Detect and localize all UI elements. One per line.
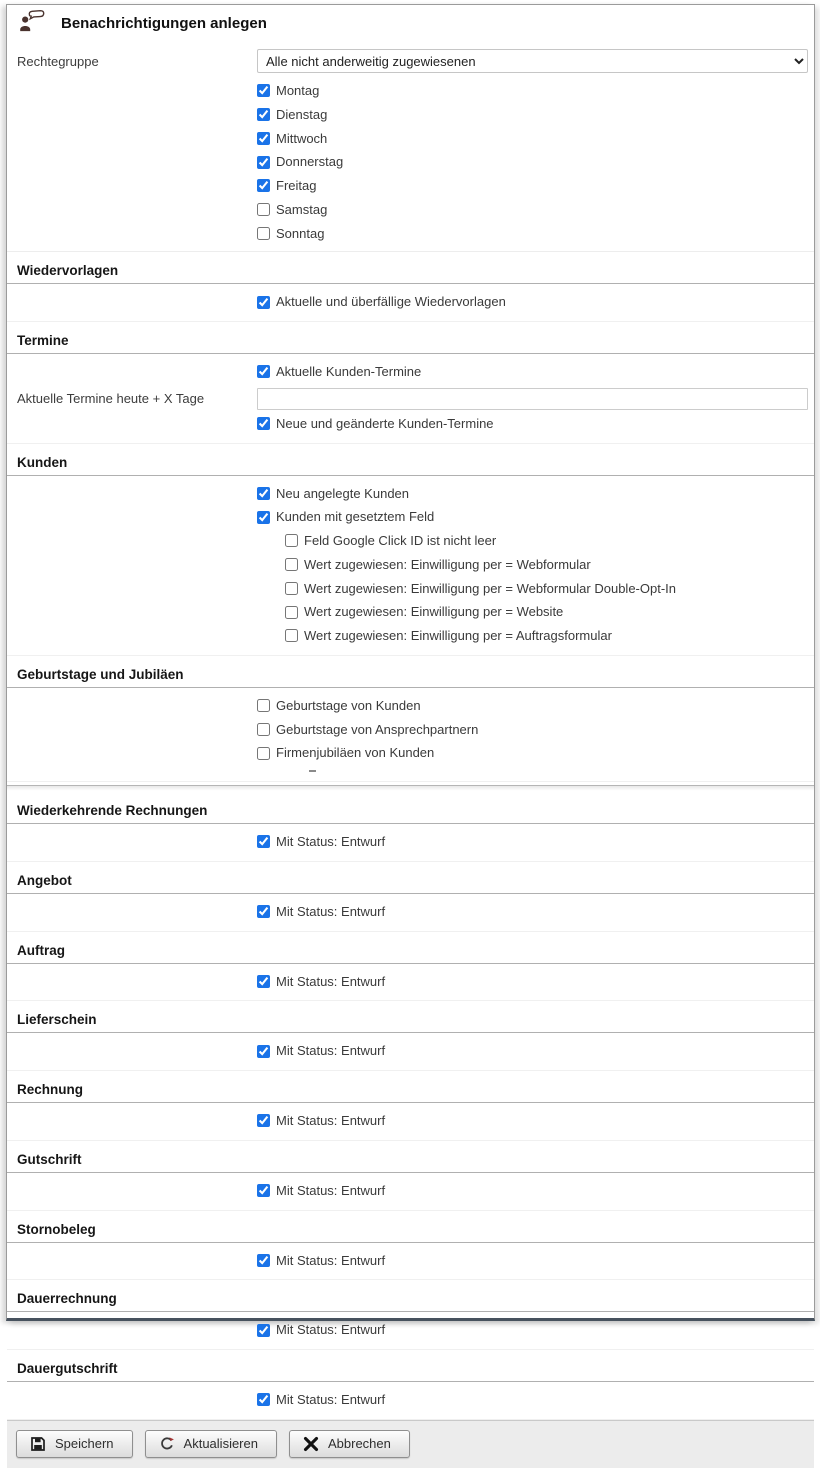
section-title: Wiedervorlagen bbox=[7, 261, 814, 284]
weekday-row bbox=[257, 80, 808, 104]
option-checkbox-label[interactable] bbox=[285, 578, 676, 600]
option-checkbox[interactable] bbox=[257, 905, 270, 918]
section-rechnung bbox=[7, 1080, 814, 1141]
termine-days-label: Aktuelle Termine heute + X Tage bbox=[17, 391, 205, 407]
option-row bbox=[257, 831, 808, 855]
option-checkbox-label[interactable] bbox=[257, 742, 434, 764]
section-angebot bbox=[7, 871, 814, 932]
option-checkbox-text: Aktuelle und überfällige Wiedervorlagen bbox=[276, 294, 506, 310]
speichern-button[interactable] bbox=[16, 1430, 133, 1458]
weekday-row bbox=[257, 151, 808, 175]
refresh-icon bbox=[159, 1436, 175, 1452]
section-title: Lieferschein bbox=[7, 1010, 814, 1033]
section-rows bbox=[7, 688, 814, 782]
rechtegruppe-row bbox=[7, 49, 814, 73]
option-checkbox-text: Mit Status: Entwurf bbox=[276, 903, 386, 919]
section-rows bbox=[7, 476, 814, 656]
option-checkbox-label[interactable] bbox=[257, 1180, 385, 1202]
option-row bbox=[257, 291, 808, 315]
weekday-checkbox-label[interactable] bbox=[257, 104, 327, 126]
option-row bbox=[285, 601, 808, 625]
option-row bbox=[257, 695, 808, 719]
sections bbox=[7, 261, 814, 1420]
option-checkbox-label[interactable] bbox=[257, 901, 385, 923]
section-gutschrift bbox=[7, 1150, 814, 1211]
option-checkbox[interactable] bbox=[257, 723, 270, 736]
option-checkbox[interactable] bbox=[257, 365, 270, 378]
option-row bbox=[257, 1040, 808, 1064]
option-checkbox[interactable] bbox=[257, 511, 270, 524]
option-checkbox[interactable] bbox=[285, 534, 298, 547]
weekday-checkbox[interactable] bbox=[257, 227, 270, 240]
option-row bbox=[285, 554, 808, 578]
section-rows bbox=[7, 354, 814, 444]
option-checkbox-label[interactable] bbox=[257, 1250, 385, 1272]
section-geburtstage-und-jubil-en bbox=[7, 665, 814, 782]
option-checkbox[interactable] bbox=[257, 1045, 270, 1058]
weekday-checkbox[interactable] bbox=[257, 132, 270, 145]
abbrechen-button[interactable] bbox=[289, 1430, 410, 1458]
option-checkbox-text: Mit Status: Entwurf bbox=[276, 1252, 386, 1268]
option-checkbox-text: Mit Status: Entwurf bbox=[276, 1182, 386, 1198]
option-row bbox=[257, 1389, 808, 1413]
section-title: Dauergutschrift bbox=[7, 1359, 814, 1382]
option-checkbox-label[interactable] bbox=[257, 361, 421, 383]
weekday-checkbox-label[interactable] bbox=[257, 175, 316, 197]
option-checkbox-label[interactable] bbox=[257, 1389, 385, 1411]
titlebar bbox=[7, 5, 814, 41]
weekday-checkbox[interactable] bbox=[257, 84, 270, 97]
section-rows bbox=[7, 1033, 814, 1071]
section-stornobeleg bbox=[7, 1220, 814, 1281]
option-checkbox-text: Neu angelegte Kunden bbox=[276, 485, 410, 501]
option-checkbox[interactable] bbox=[285, 558, 298, 571]
weekday-checkbox-text: Mittwoch bbox=[276, 130, 328, 146]
section-title: Auftrag bbox=[7, 941, 814, 964]
section-wiederkehrende-rechnungen bbox=[7, 801, 814, 862]
section-lieferschein bbox=[7, 1010, 814, 1071]
option-checkbox-label[interactable] bbox=[257, 1319, 385, 1341]
section-rows bbox=[7, 1312, 814, 1350]
weekday-checkbox[interactable] bbox=[257, 108, 270, 121]
notification-dialog bbox=[6, 4, 815, 1452]
option-checkbox-label[interactable] bbox=[257, 719, 478, 741]
weekday-row bbox=[257, 128, 808, 152]
weekday-row bbox=[257, 175, 808, 199]
section-title: Gutschrift bbox=[7, 1150, 814, 1173]
weekday-checkbox-text: Sonntag bbox=[276, 225, 325, 241]
button-label: Aktualisieren bbox=[183, 1436, 258, 1452]
weekday-checkbox-text: Montag bbox=[276, 83, 320, 98]
option-checkbox-label[interactable] bbox=[285, 530, 496, 552]
section-rows bbox=[7, 1382, 814, 1420]
section-auftrag bbox=[7, 941, 814, 1002]
section-rows bbox=[7, 1103, 814, 1141]
termine-days-input[interactable] bbox=[257, 388, 808, 410]
option-checkbox-text: Mit Status: Entwurf bbox=[276, 973, 386, 989]
option-row bbox=[257, 1250, 808, 1274]
aktualisieren-button[interactable] bbox=[145, 1430, 277, 1458]
option-checkbox-label[interactable] bbox=[257, 1110, 385, 1132]
option-checkbox[interactable] bbox=[257, 1184, 270, 1197]
section-title: Wiederkehrende Rechnungen bbox=[7, 801, 814, 824]
option-row bbox=[257, 1319, 808, 1343]
option-row bbox=[257, 719, 808, 743]
weekday-checkbox-text: Freitag bbox=[276, 178, 317, 193]
option-checkbox[interactable] bbox=[257, 417, 270, 430]
option-checkbox-text: Wert zugewiesen: Einwilligung per = Website bbox=[304, 604, 564, 620]
option-checkbox[interactable] bbox=[257, 747, 270, 760]
section-wiedervorlagen bbox=[7, 261, 814, 322]
option-checkbox-text: Mit Status: Entwurf bbox=[276, 1322, 386, 1338]
footer-buttons bbox=[16, 1430, 410, 1458]
weekday-row bbox=[257, 223, 808, 247]
option-checkbox-text: Wert zugewiesen: Einwilligung per = Webformular Double-Opt-In bbox=[304, 580, 676, 596]
section-dauergutschrift bbox=[7, 1359, 814, 1420]
section-title: Dauerrechnung bbox=[7, 1289, 814, 1312]
button-label: Speichern bbox=[55, 1436, 114, 1452]
option-checkbox[interactable] bbox=[285, 606, 298, 619]
section-rows bbox=[7, 824, 814, 862]
option-checkbox[interactable] bbox=[285, 629, 298, 642]
notification-person-icon bbox=[19, 10, 45, 37]
section-title: Geburtstage und Jubiläen bbox=[7, 665, 814, 688]
option-checkbox-text: Feld Google Click ID ist nicht leer bbox=[304, 533, 497, 548]
weekday-checkbox-label[interactable] bbox=[257, 223, 324, 245]
option-checkbox-text: Firmenjubiläen von Kunden bbox=[276, 745, 435, 761]
section-title: Stornobeleg bbox=[7, 1220, 814, 1243]
option-row bbox=[257, 413, 808, 437]
section-rows bbox=[7, 964, 814, 1002]
section-title: Angebot bbox=[7, 871, 814, 894]
weekday-checkbox-text: Samstag bbox=[276, 201, 328, 217]
weekday-checkbox-label[interactable] bbox=[257, 151, 343, 173]
footer-toolbar bbox=[7, 1420, 814, 1468]
termine-days-row bbox=[17, 388, 808, 410]
option-checkbox[interactable] bbox=[257, 835, 270, 848]
option-checkbox-label[interactable] bbox=[257, 291, 506, 313]
option-checkbox-label[interactable] bbox=[257, 506, 434, 528]
save-icon bbox=[30, 1436, 46, 1452]
weekday-checkbox-label[interactable] bbox=[257, 80, 319, 102]
section-rows bbox=[7, 1243, 814, 1281]
option-checkbox-text: Wert zugewiesen: Einwilligung per = Auftragsformular bbox=[304, 628, 612, 643]
option-checkbox[interactable] bbox=[257, 1114, 270, 1127]
option-checkbox-text: Kunden mit gesetztem Feld bbox=[276, 509, 435, 525]
section-title: Kunden bbox=[7, 453, 814, 476]
option-checkbox-label[interactable] bbox=[285, 601, 563, 623]
weekday-row bbox=[257, 104, 808, 128]
option-checkbox-label[interactable] bbox=[285, 625, 612, 647]
weekday-checkbox-label[interactable] bbox=[257, 128, 327, 150]
cut-off-row-fragment bbox=[17, 766, 808, 775]
weekday-checkbox[interactable] bbox=[257, 156, 270, 169]
option-checkbox-text: Geburtstage von Kunden bbox=[276, 697, 421, 713]
option-row bbox=[257, 971, 808, 995]
section-title: Rechnung bbox=[7, 1080, 814, 1103]
option-row bbox=[257, 901, 808, 925]
section-rows bbox=[7, 284, 814, 322]
option-checkbox-label[interactable] bbox=[257, 413, 494, 435]
option-checkbox[interactable] bbox=[257, 1254, 270, 1267]
section-kunden bbox=[7, 453, 814, 656]
form-content bbox=[7, 42, 814, 1420]
option-checkbox-text: Mit Status: Entwurf bbox=[276, 1043, 386, 1059]
option-checkbox-text: Neue und geänderte Kunden-Termine bbox=[276, 415, 494, 431]
option-row bbox=[257, 1110, 808, 1134]
weekday-row bbox=[257, 199, 808, 223]
section-rows bbox=[7, 894, 814, 932]
weekday-list bbox=[7, 73, 814, 252]
option-checkbox-text: Mit Status: Entwurf bbox=[276, 1392, 386, 1407]
option-checkbox[interactable] bbox=[257, 699, 270, 712]
option-checkbox-label[interactable] bbox=[257, 971, 385, 993]
option-checkbox-label[interactable] bbox=[257, 831, 385, 853]
option-row bbox=[257, 483, 808, 507]
option-checkbox-label[interactable] bbox=[257, 695, 421, 717]
weekday-checkbox-label[interactable] bbox=[257, 199, 327, 221]
option-checkbox-label[interactable] bbox=[257, 1040, 385, 1062]
option-checkbox-text: Aktuelle Kunden-Termine bbox=[276, 364, 422, 379]
option-checkbox-text: Geburtstage von Ansprechpartnern bbox=[276, 721, 479, 737]
option-checkbox-text: Mit Status: Entwurf bbox=[276, 834, 386, 849]
option-checkbox[interactable] bbox=[257, 1324, 270, 1337]
option-row bbox=[285, 578, 808, 602]
cancel-icon bbox=[303, 1436, 319, 1452]
rechtegruppe-select[interactable] bbox=[257, 49, 808, 73]
section-rows bbox=[7, 1173, 814, 1211]
section-title: Termine bbox=[7, 331, 814, 354]
option-checkbox[interactable] bbox=[257, 1393, 270, 1406]
option-checkbox[interactable] bbox=[257, 487, 270, 500]
option-checkbox-label[interactable] bbox=[257, 483, 409, 505]
weekday-checkbox-text: Donnerstag bbox=[276, 154, 344, 170]
weekday-checkbox-text: Dienstag bbox=[276, 106, 328, 122]
option-row bbox=[257, 361, 808, 385]
rechtegruppe-label: Rechtegruppe bbox=[17, 53, 99, 69]
option-row bbox=[257, 506, 808, 530]
option-checkbox[interactable] bbox=[285, 582, 298, 595]
panel-seam bbox=[7, 785, 814, 792]
section-termine bbox=[7, 331, 814, 444]
section-dauerrechnung bbox=[7, 1289, 814, 1350]
option-row bbox=[285, 625, 808, 649]
weekday-checkbox[interactable] bbox=[257, 179, 270, 192]
weekday-checkbox[interactable] bbox=[257, 203, 270, 216]
option-row bbox=[257, 742, 808, 766]
option-checkbox-text: Wert zugewiesen: Einwilligung per = Webformular bbox=[304, 556, 591, 572]
option-checkbox[interactable] bbox=[257, 296, 270, 309]
button-label: Abbrechen bbox=[327, 1436, 391, 1452]
option-checkbox[interactable] bbox=[257, 975, 270, 988]
page-title: Benachrichtigungen anlegen bbox=[61, 15, 267, 32]
option-checkbox-label[interactable] bbox=[285, 554, 591, 576]
option-checkbox-text: Mit Status: Entwurf bbox=[276, 1113, 386, 1128]
option-row bbox=[257, 1180, 808, 1204]
option-row bbox=[285, 530, 808, 554]
